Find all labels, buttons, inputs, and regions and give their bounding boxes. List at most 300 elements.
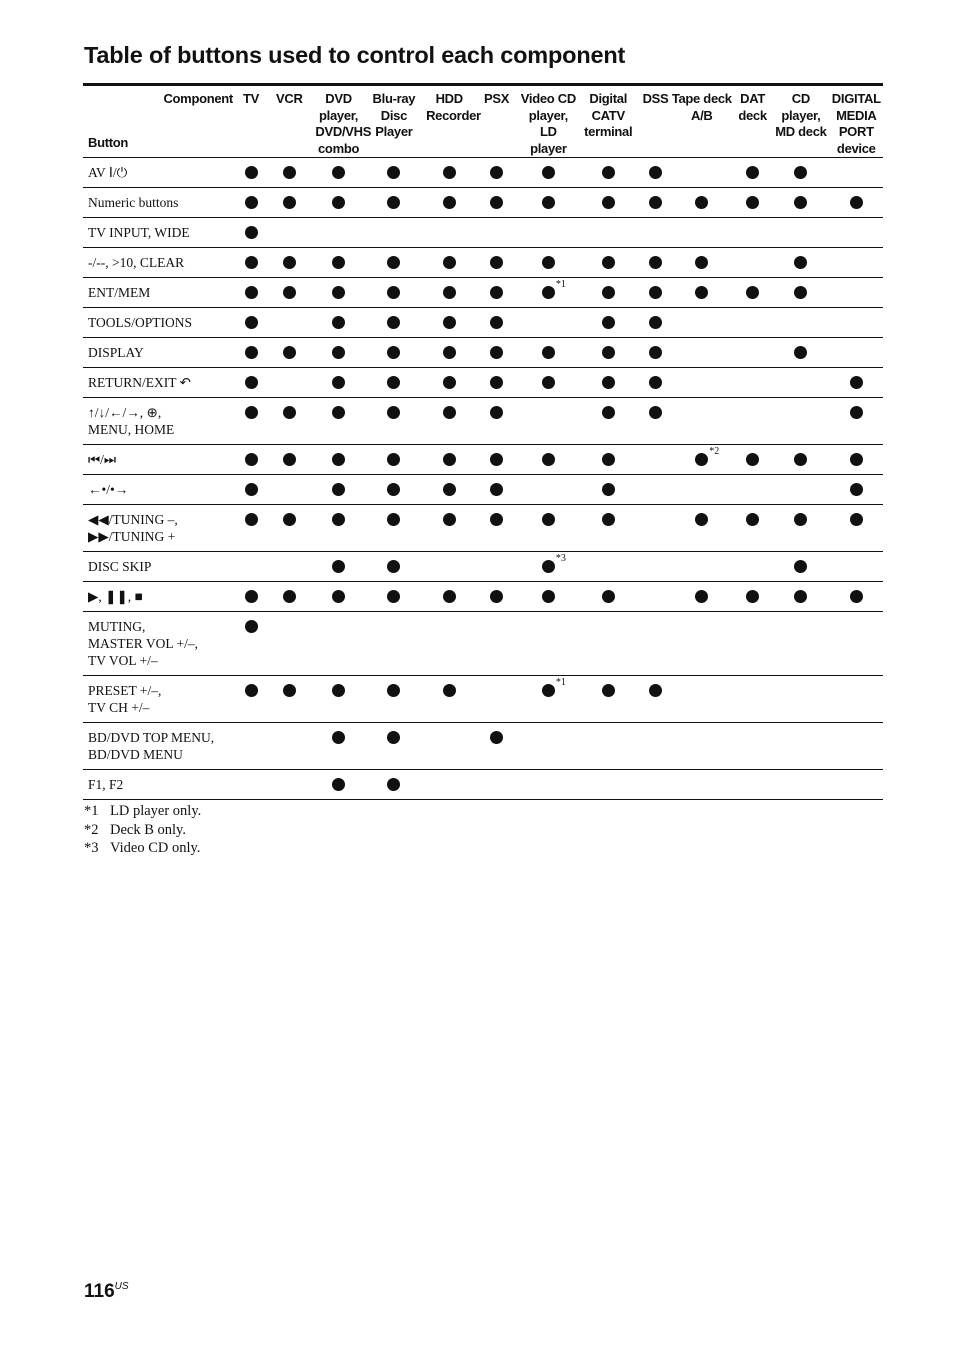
footnote-ref: *2 xyxy=(709,446,720,457)
supported-dot-icon xyxy=(332,731,345,744)
table-cell xyxy=(263,188,315,218)
supported-dot-icon xyxy=(490,406,503,419)
table-cell xyxy=(733,248,772,278)
supported-dot-icon xyxy=(245,620,258,633)
supported-dot-icon xyxy=(602,406,615,419)
table-cell xyxy=(263,308,315,338)
table-cell xyxy=(671,308,733,338)
footnote-ref: *1 xyxy=(555,677,566,688)
row-label-line: TV INPUT, WIDE xyxy=(88,225,190,240)
column-header-line: CD xyxy=(791,91,810,106)
table-cell xyxy=(772,723,829,770)
supported-dot-icon xyxy=(794,256,807,269)
supported-dot-icon xyxy=(746,286,759,299)
table-cell xyxy=(239,475,263,505)
table-cell xyxy=(315,308,361,338)
row-button-label xyxy=(83,248,239,278)
supported-dot-icon xyxy=(387,731,400,744)
supported-dot-icon xyxy=(245,590,258,603)
table-cell xyxy=(362,612,426,676)
table-cell xyxy=(576,552,640,582)
supported-dot-icon xyxy=(695,590,708,603)
column-header-line: player, xyxy=(319,107,359,123)
table-cell xyxy=(521,552,576,582)
table-cell xyxy=(521,278,576,308)
table-row xyxy=(83,368,883,398)
supported-dot-icon xyxy=(490,346,503,359)
table-row xyxy=(83,338,883,368)
table-cell xyxy=(362,398,426,445)
table-cell xyxy=(362,158,426,188)
table-cell xyxy=(772,505,829,552)
column-header-line: player, xyxy=(781,107,821,123)
row-label-line: RETURN/EXIT ↶ xyxy=(88,375,191,390)
table-cell xyxy=(772,308,829,338)
table-cell xyxy=(733,368,772,398)
table-cell xyxy=(671,552,733,582)
table-cell xyxy=(733,612,772,676)
table-cell xyxy=(772,158,829,188)
table-cell xyxy=(521,158,576,188)
column-header-line: DSS xyxy=(642,91,669,106)
table-cell xyxy=(830,445,883,475)
table-row xyxy=(83,248,883,278)
table-cell xyxy=(239,158,263,188)
table-cell xyxy=(830,308,883,338)
supported-dot-icon xyxy=(602,453,615,466)
table-cell xyxy=(640,158,670,188)
column-header-line: player xyxy=(530,140,567,156)
table-cell xyxy=(640,770,670,800)
supported-dot-icon xyxy=(794,560,807,573)
supported-dot-icon xyxy=(332,166,345,179)
table-cell xyxy=(315,158,361,188)
table-cell xyxy=(640,723,670,770)
table-cell xyxy=(521,445,576,475)
table-cell xyxy=(426,612,472,676)
table-header-row xyxy=(83,86,883,158)
table-cell xyxy=(772,445,829,475)
supported-dot-icon xyxy=(245,453,258,466)
supported-dot-icon xyxy=(443,346,456,359)
table-cell xyxy=(576,676,640,723)
page-number-suffix: US xyxy=(114,1281,129,1292)
row-button-label xyxy=(83,218,239,248)
supported-dot-icon xyxy=(602,316,615,329)
supported-dot-icon xyxy=(490,590,503,603)
row-button-label xyxy=(83,188,239,218)
table-cell xyxy=(640,445,670,475)
supported-dot-icon xyxy=(746,590,759,603)
table-cell xyxy=(362,218,426,248)
column-header-line: Blu-ray xyxy=(372,91,416,106)
button-header-label: Button xyxy=(88,134,129,150)
supported-dot-icon xyxy=(602,256,615,269)
row-label-line: AV Ⅰ/⏻ xyxy=(88,165,128,180)
column-header-line: DIGITAL xyxy=(831,91,881,106)
supported-dot-icon xyxy=(649,346,662,359)
table-cell xyxy=(733,475,772,505)
table-cell xyxy=(772,398,829,445)
table-cell xyxy=(472,582,520,612)
table-cell xyxy=(733,676,772,723)
table-cell xyxy=(239,398,263,445)
table-cell xyxy=(830,475,883,505)
table-cell xyxy=(315,582,361,612)
supported-dot-icon xyxy=(746,513,759,526)
supported-dot-icon xyxy=(245,406,258,419)
supported-dot-icon xyxy=(794,513,807,526)
row-label-line: TOOLS/OPTIONS xyxy=(88,315,193,330)
footnote-mark: *1 xyxy=(84,803,99,819)
table-cell xyxy=(640,248,670,278)
table-cell xyxy=(263,723,315,770)
table-cell xyxy=(671,723,733,770)
table-cell xyxy=(315,505,361,552)
column-header-line: Recorder xyxy=(426,107,481,123)
table-cell xyxy=(772,676,829,723)
table-cell xyxy=(426,338,472,368)
supported-dot-icon xyxy=(245,166,258,179)
supported-dot-icon xyxy=(794,590,807,603)
supported-dot-icon xyxy=(245,286,258,299)
table-cell xyxy=(640,218,670,248)
supported-dot-icon xyxy=(387,513,400,526)
table-cell xyxy=(733,723,772,770)
supported-dot-icon xyxy=(746,453,759,466)
supported-dot-icon xyxy=(332,453,345,466)
table-cell xyxy=(576,368,640,398)
table-cell xyxy=(830,218,883,248)
supported-dot-icon xyxy=(443,376,456,389)
supported-dot-icon xyxy=(850,376,863,389)
column-header xyxy=(830,86,883,158)
table-cell xyxy=(576,188,640,218)
table-cell xyxy=(426,723,472,770)
table-row xyxy=(83,676,883,723)
table-cell xyxy=(362,308,426,338)
table-cell xyxy=(315,552,361,582)
row-label-line: MENU, HOME xyxy=(88,422,175,437)
supported-dot-icon xyxy=(387,316,400,329)
row-button-label xyxy=(83,278,239,308)
table-cell xyxy=(362,278,426,308)
table-cell xyxy=(521,676,576,723)
table-cell xyxy=(772,368,829,398)
row-label-line: -/--, >10, CLEAR xyxy=(88,255,185,270)
supported-dot-icon xyxy=(490,196,503,209)
column-header-line: Player xyxy=(375,124,413,139)
table-cell xyxy=(472,248,520,278)
table-cell xyxy=(640,612,670,676)
table-cell xyxy=(426,676,472,723)
table-cell xyxy=(671,676,733,723)
supported-dot-icon xyxy=(695,286,708,299)
table-cell xyxy=(472,552,520,582)
supported-dot-icon xyxy=(283,346,296,359)
supported-dot-icon xyxy=(602,590,615,603)
supported-dot-icon xyxy=(542,590,555,603)
supported-dot-icon xyxy=(245,376,258,389)
footnote-ref: *1 xyxy=(555,279,566,290)
supported-dot-icon xyxy=(332,286,345,299)
column-header xyxy=(671,86,733,158)
table-cell xyxy=(733,552,772,582)
table-cell xyxy=(640,338,670,368)
page-title: Table of buttons used to control each component xyxy=(84,42,626,68)
table-cell xyxy=(733,218,772,248)
supported-dot-icon xyxy=(387,286,400,299)
table-cell xyxy=(426,248,472,278)
table-cell xyxy=(830,723,883,770)
supported-dot-icon xyxy=(695,256,708,269)
table-cell xyxy=(772,248,829,278)
table-cell xyxy=(830,368,883,398)
table-cell xyxy=(671,338,733,368)
supported-dot-icon xyxy=(542,376,555,389)
row-button-label xyxy=(83,770,239,800)
column-header-line: CATV xyxy=(591,107,625,123)
supported-dot-icon xyxy=(490,453,503,466)
table-row xyxy=(83,158,883,188)
supported-dot-icon xyxy=(443,166,456,179)
supported-dot-icon xyxy=(602,166,615,179)
table-cell xyxy=(671,278,733,308)
table-cell xyxy=(671,188,733,218)
supported-dot-icon xyxy=(332,196,345,209)
supported-dot-icon xyxy=(245,513,258,526)
table-cell xyxy=(315,445,361,475)
table-cell xyxy=(362,676,426,723)
table-cell xyxy=(640,676,670,723)
table-cell xyxy=(640,398,670,445)
table-cell xyxy=(362,338,426,368)
footnote-mark: *2 xyxy=(84,821,99,838)
table-cell xyxy=(239,582,263,612)
supported-dot-icon xyxy=(602,513,615,526)
table-cell xyxy=(671,445,733,475)
supported-dot-icon xyxy=(649,196,662,209)
row-button-label xyxy=(83,723,239,770)
supported-dot-icon xyxy=(542,513,555,526)
table-cell xyxy=(472,612,520,676)
table-cell xyxy=(263,218,315,248)
table-cell xyxy=(315,338,361,368)
column-header-line: terminal xyxy=(584,124,633,139)
supported-dot-icon xyxy=(794,453,807,466)
row-label-line: DISC SKIP xyxy=(88,559,152,574)
footnote-mark: *3 xyxy=(84,840,99,856)
supported-dot-icon xyxy=(443,483,456,496)
column-header-line: combo xyxy=(318,140,360,156)
row-label-line: MUTING, xyxy=(88,619,146,634)
table-cell xyxy=(640,368,670,398)
table-row xyxy=(83,188,883,218)
row-label-line: PRESET +/–, xyxy=(88,683,162,698)
supported-dot-icon xyxy=(283,166,296,179)
supported-dot-icon xyxy=(332,483,345,496)
table-cell xyxy=(239,552,263,582)
table-cell xyxy=(315,188,361,218)
table-cell xyxy=(576,248,640,278)
supported-dot-icon xyxy=(443,256,456,269)
footnote-ref: *3 xyxy=(555,553,566,564)
table-cell xyxy=(263,612,315,676)
table-cell xyxy=(315,398,361,445)
row-button-label xyxy=(83,398,239,445)
supported-dot-icon xyxy=(490,731,503,744)
table-cell xyxy=(263,475,315,505)
table-cell xyxy=(472,723,520,770)
supported-dot-icon xyxy=(245,196,258,209)
supported-dot-icon xyxy=(443,453,456,466)
table-cell xyxy=(772,770,829,800)
supported-dot-icon xyxy=(794,286,807,299)
column-header-line: MD deck xyxy=(775,124,827,139)
supported-dot-icon xyxy=(542,286,555,299)
table-cell xyxy=(426,505,472,552)
row-button-label xyxy=(83,612,239,676)
table-cell xyxy=(239,188,263,218)
table-row xyxy=(83,475,883,505)
table-cell xyxy=(521,398,576,445)
table-cell xyxy=(830,278,883,308)
table-cell xyxy=(640,582,670,612)
table-cell xyxy=(830,158,883,188)
supported-dot-icon xyxy=(850,196,863,209)
table-row xyxy=(83,308,883,338)
table-row xyxy=(83,723,883,770)
table-cell xyxy=(263,770,315,800)
supported-dot-icon xyxy=(283,513,296,526)
table-cell xyxy=(671,248,733,278)
table-cell xyxy=(733,445,772,475)
table-cell xyxy=(472,218,520,248)
supported-dot-icon xyxy=(245,256,258,269)
supported-dot-icon xyxy=(649,286,662,299)
supported-dot-icon xyxy=(332,590,345,603)
table-cell xyxy=(521,612,576,676)
table-cell xyxy=(772,582,829,612)
table-cell xyxy=(733,158,772,188)
supported-dot-icon xyxy=(850,406,863,419)
table-cell xyxy=(472,188,520,218)
column-header xyxy=(362,86,426,158)
column-header xyxy=(263,86,315,158)
supported-dot-icon xyxy=(794,196,807,209)
supported-dot-icon xyxy=(387,406,400,419)
supported-dot-icon xyxy=(245,316,258,329)
table-cell xyxy=(830,505,883,552)
supported-dot-icon xyxy=(443,196,456,209)
column-header xyxy=(521,86,576,158)
table-cell xyxy=(521,770,576,800)
footnotes xyxy=(84,802,201,858)
supported-dot-icon xyxy=(443,286,456,299)
table-cell xyxy=(315,278,361,308)
supported-dot-icon xyxy=(490,483,503,496)
table-cell xyxy=(671,475,733,505)
supported-dot-icon xyxy=(490,513,503,526)
footnote xyxy=(84,821,201,840)
table-cell xyxy=(576,770,640,800)
table-cell xyxy=(426,158,472,188)
table-cell xyxy=(830,770,883,800)
table-cell xyxy=(830,582,883,612)
component-header-label: Component xyxy=(163,91,233,106)
table-cell xyxy=(640,278,670,308)
table-cell xyxy=(772,475,829,505)
column-header xyxy=(640,86,670,158)
footnote-text: LD player only. xyxy=(110,803,202,819)
table-cell xyxy=(576,338,640,368)
supported-dot-icon xyxy=(387,590,400,603)
table-cell xyxy=(239,308,263,338)
table-cell xyxy=(830,398,883,445)
table-cell xyxy=(640,505,670,552)
table-cell xyxy=(830,552,883,582)
table-cell xyxy=(576,445,640,475)
table-cell xyxy=(426,770,472,800)
column-header-line: device xyxy=(836,140,876,156)
table-cell xyxy=(640,475,670,505)
table-cell xyxy=(239,612,263,676)
footnote xyxy=(84,802,201,821)
table-cell xyxy=(239,505,263,552)
table-cell xyxy=(426,278,472,308)
table-cell xyxy=(521,248,576,278)
table-cell xyxy=(772,218,829,248)
column-header-line: Disc xyxy=(380,107,408,123)
table-cell xyxy=(640,188,670,218)
supported-dot-icon xyxy=(746,196,759,209)
table-cell xyxy=(671,368,733,398)
row-button-label xyxy=(83,676,239,723)
table-cell xyxy=(521,218,576,248)
table-cell xyxy=(263,582,315,612)
table-cell xyxy=(472,445,520,475)
table-cell xyxy=(239,676,263,723)
row-label-line: BD/DVD MENU xyxy=(88,747,183,762)
supported-dot-icon xyxy=(649,684,662,697)
supported-dot-icon xyxy=(332,560,345,573)
table-cell xyxy=(263,676,315,723)
table-row xyxy=(83,218,883,248)
supported-dot-icon xyxy=(387,778,400,791)
supported-dot-icon xyxy=(283,256,296,269)
supported-dot-icon xyxy=(332,376,345,389)
table-cell xyxy=(426,475,472,505)
supported-dot-icon xyxy=(443,513,456,526)
table-cell xyxy=(830,248,883,278)
table-cell xyxy=(733,582,772,612)
supported-dot-icon xyxy=(283,590,296,603)
row-label-line: BD/DVD TOP MENU, xyxy=(88,730,215,745)
table-cell xyxy=(426,218,472,248)
row-label-line: DISPLAY xyxy=(88,345,144,360)
table-cell xyxy=(772,188,829,218)
supported-dot-icon xyxy=(332,406,345,419)
column-header xyxy=(315,86,372,158)
supported-dot-icon xyxy=(245,346,258,359)
table-cell xyxy=(426,368,472,398)
table-cell xyxy=(521,723,576,770)
row-label-line: MASTER VOL +/–, xyxy=(88,636,198,651)
table-cell xyxy=(472,278,520,308)
table-cell xyxy=(315,368,361,398)
table-cell xyxy=(362,582,426,612)
row-label-line: ENT/MEM xyxy=(88,285,151,300)
